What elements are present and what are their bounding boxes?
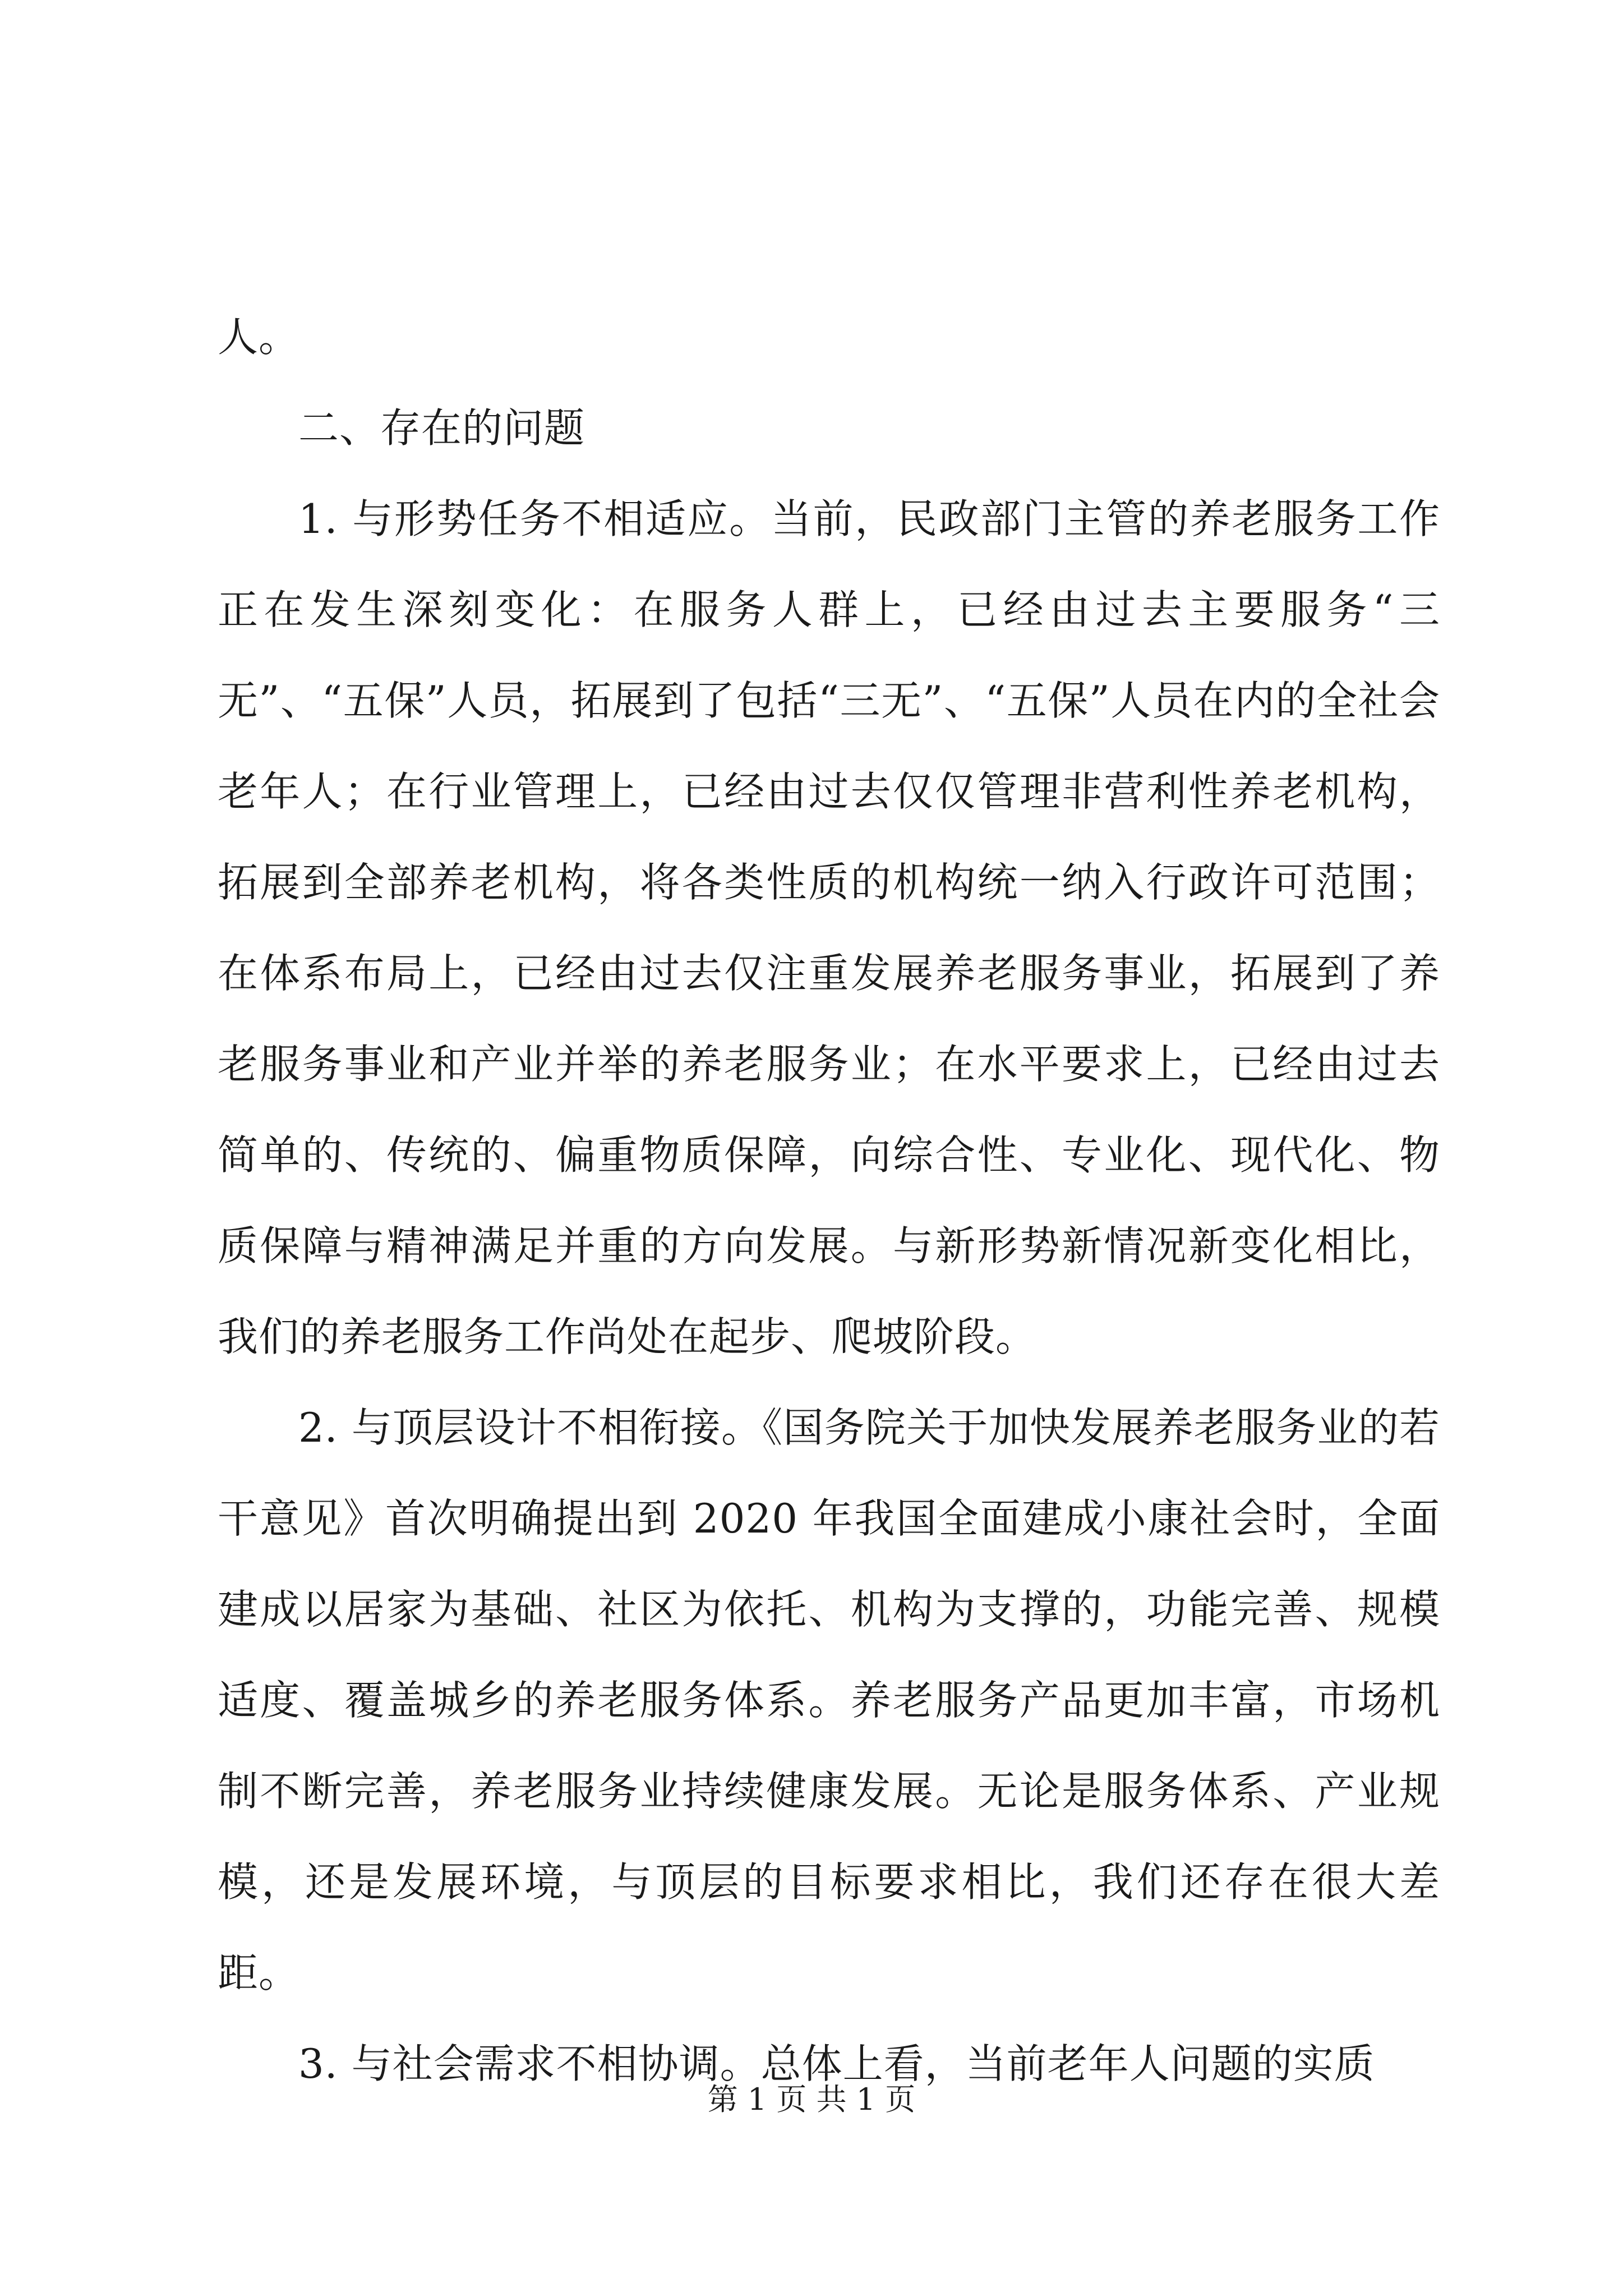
- paragraph-continuation: 人。: [218, 314, 300, 361]
- section-heading: 二、存在的问题: [298, 404, 585, 452]
- paragraph-item-1: 1. 与形势任务不相适应。当前，民政部门主管的养老服务工作正在发生深刻变化：在服务人群上，已经由过去主要服务“三无”、“五保”人员，拓展到了包括“三无”、“五保”人员在内的全社会老年人；在行业管理上，已经由过去仅仅管理非营利性养老机构，拓展到全部养老机构，将各类性质的机构统一纳入行政许可范围；在体系布局上，已经由过去仅注重发展养老服务事业，拓展到了养老服务事业和产业并举的养老服务业；在水平要求上，已经由过去简单的、传统的、偏重物质保障，向综合性、专业化、现代化、物质保障与精神满足并重的方向发展。与新形势新情况新变化相比，我们的养老服务工作尚处在起步、爬坡阶段。: [218, 495, 1440, 1360]
- document-body: [218, 292, 1440, 2109]
- paragraph-item-2: 2. 与顶层设计不相衔接。《国务院关于加快发展养老服务业的若干意见》首次明确提出到 2020 年我国全面建成小康社会时，全面建成以居家为基础、社区为依托、机构为支撑的，功能完善、规模适度、覆盖城乡的养老服务体系。养老服务产品更加丰富，市场机制不断完善，养老服务业持续健康发展。无论是服务体系、产业规模，还是发展环境，与顶层的目标要求相比，我们还存在很大差距。: [218, 1404, 1440, 1996]
- page-number-footer: 第 1 页 共 1 页: [707, 2082, 916, 2117]
- paragraph-item-3: 3. 与社会需求不相协调。总体上看，当前老年人问题的实质: [298, 2040, 1375, 2087]
